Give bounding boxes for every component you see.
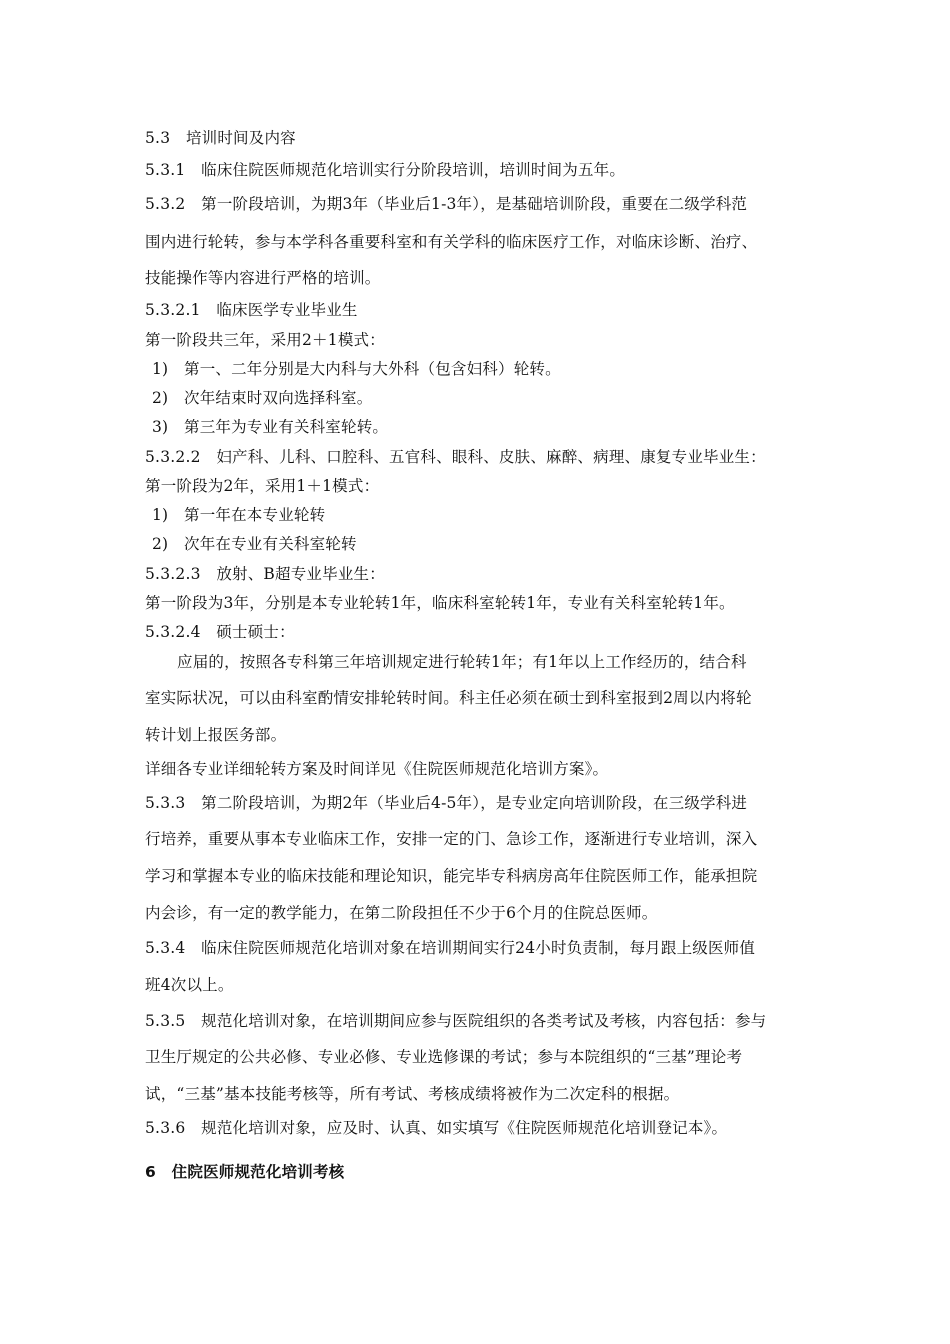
list-item: 1) 第一、二年分别是大内科与大外科（包含妇科）轮转。 — [152, 360, 561, 378]
paragraph-rotation-plan: 详细各专业详细轮转方案及时间详见《住院医师规范化培训方案》。 — [145, 760, 609, 778]
subsection-5-3-2-3: 5.3.2.3 放射、B超专业毕业生： — [145, 565, 385, 583]
section-heading-6: 6 住院医师规范化培训考核 — [145, 1163, 345, 1181]
list-item: 1) 第一年在本专业轮转 — [152, 506, 326, 524]
paragraph-masters-line-3: 转计划上报医务部。 — [145, 726, 287, 744]
subsection-5-3-2-2: 5.3.2.2 妇产科、儿科、口腔科、五官科、眼科、皮肤、麻醉、病理、康复专业毕业生： — [145, 448, 766, 466]
paragraph-5-3-2-line-2: 围内进行轮转，参与本学科各重要科室和有关学科的临床医疗工作，对临床诊断、治疗、 — [145, 233, 758, 251]
list-item: 2) 次年结束时双向选择科室。 — [152, 389, 373, 407]
paragraph-masters-line-2: 室实际状况，可以由科室酌情安排轮转时间。科主任必须在硕士到科室报到2周以内将轮 — [145, 689, 752, 707]
paragraph-5-3-4-line-1: 5.3.4 临床住院医师规范化培训对象在培训期间实行24小时负责制，每月跟上级医师值 — [145, 939, 756, 957]
paragraph-5-3-5-line-2: 卫生厅规定的公共必修、专业必修、专业选修课的考试；参与本院组织的“三基”理论考 — [145, 1048, 743, 1066]
paragraph-5-3-2-line-3: 技能操作等内容进行严格的培训。 — [145, 269, 381, 287]
list-item: 3) 第三年为专业有关科室轮转。 — [152, 418, 389, 436]
paragraph-5-3-5-line-3: 试，“三基”基本技能考核等，所有考试、考核成绩将被作为二次定科的根据。 — [145, 1085, 680, 1103]
paragraph-mode-2-1: 第一阶段共三年，采用2＋1模式： — [145, 331, 385, 349]
paragraph-5-3-3-line-3: 学习和掌握本专业的临床技能和理论知识，能完毕专科病房高年住院医师工作，能承担院 — [145, 867, 758, 885]
subsection-5-3-2-1: 5.3.2.1 临床医学专业毕业生 — [145, 301, 358, 319]
paragraph-5-3-6: 5.3.6 规范化培训对象，应及时、认真、如实填写《住院医师规范化培训登记本》。 — [145, 1119, 728, 1137]
paragraph-5-3-2-line-1: 5.3.2 第一阶段培训，为期3年（毕业后1-3年），是基础培训阶段，重要在二级学科范 — [145, 195, 748, 213]
paragraph-5-3-3-line-1: 5.3.3 第二阶段培训，为期2年（毕业后4-5年），是专业定向培训阶段，在三级学科进 — [145, 794, 748, 812]
paragraph-masters-line-1: 应届的，按照各专科第三年培训规定进行轮转1年；有1年以上工作经历的，结合科 — [177, 653, 747, 671]
section-title-5-3: 5.3 培训时间及内容 — [145, 129, 296, 147]
paragraph-5-3-5-line-1: 5.3.5 规范化培训对象，在培训期间应参与医院组织的各类考试及考核，内容包括：参与 — [145, 1012, 767, 1030]
paragraph-mode-1-1: 第一阶段为2年，采用1＋1模式： — [145, 477, 380, 495]
paragraph-5-3-1: 5.3.1 临床住院医师规范化培训实行分阶段培训，培训时间为五年。 — [145, 161, 626, 179]
paragraph-5-3-3-line-4: 内会诊，有一定的教学能力，在第二阶段担任不少于6个月的住院总医师。 — [145, 904, 658, 922]
paragraph-5-3-4-line-2: 班4次以上。 — [145, 976, 234, 994]
paragraph-radiology: 第一阶段为3年，分别是本专业轮转1年，临床科室轮转1年，专业有关科室轮转1年。 — [145, 594, 735, 612]
list-item: 2) 次年在专业有关科室轮转 — [152, 535, 357, 553]
subsection-5-3-2-4: 5.3.2.4 硕士硕士： — [145, 623, 295, 641]
paragraph-5-3-3-line-2: 行培养，重要从事本专业临床工作，安排一定的门、急诊工作，逐渐进行专业培训，深入 — [145, 830, 758, 848]
